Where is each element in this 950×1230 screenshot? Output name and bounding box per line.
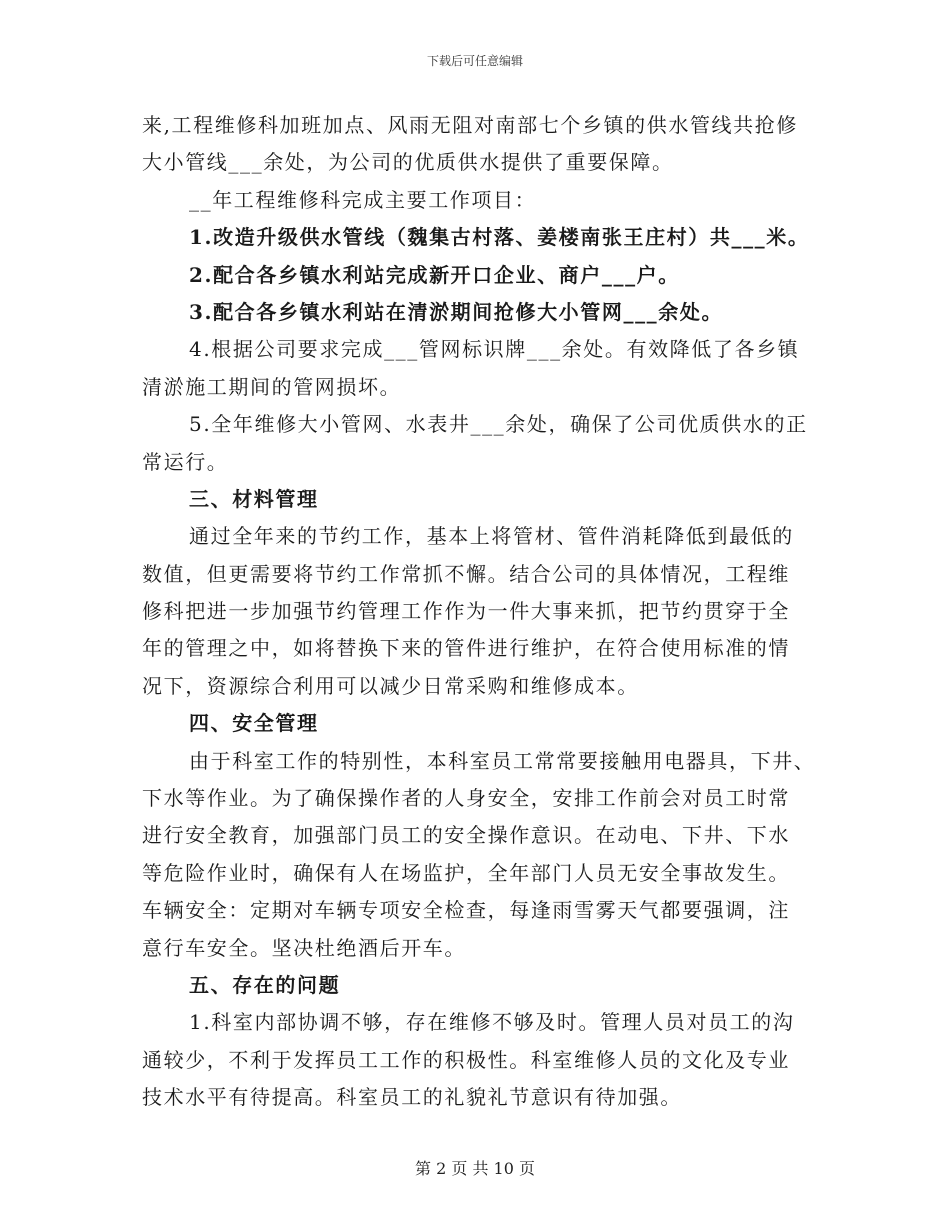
page-footer: 第 2 页 共 10 页 <box>415 1159 535 1178</box>
list-item-5 <box>142 406 808 481</box>
text-line: 4.根据公司要求完成___管网标识牌___余处。有效降低了各乡镇 <box>189 337 800 362</box>
text-line: __年工程维修科完成主要工作项目： <box>189 187 537 212</box>
text-line: 来,工程维修科加班加点、风雨无阻对南部七个乡镇的供水管线共抢修 <box>142 113 798 137</box>
text-line: 2.配合各乡镇水利站完成新开口企业、商户___户。 <box>189 262 680 287</box>
text-line: 进行安全教育，加强部门员工的安全操作意识。在动电、下井、下水 <box>142 823 790 848</box>
text-line: 修科把进一步加强节约管理工作作为一件大事来抓，把节约贯穿于全 <box>142 599 790 624</box>
text-line: 年的管理之中，如将替换下来的管件进行维护，在符合使用标准的情 <box>142 636 790 661</box>
list-item-3 <box>142 294 808 331</box>
text-line: 大小管线___余处，为公司的优质供水提供了重要保障。 <box>142 150 674 175</box>
heading-text: 五、存在的问题 <box>189 972 341 997</box>
paragraph-list-title <box>142 182 808 219</box>
section-heading-safety <box>142 705 808 742</box>
paragraph-problem-1 <box>142 1004 808 1116</box>
list-item-1 <box>142 219 808 256</box>
text-line: 况下，资源综合利用可以减少日常采购和维修成本。 <box>142 673 639 698</box>
list-item-2 <box>142 257 808 294</box>
text-line: 车辆安全：定期对车辆专项安全检查，每逢雨雪雾天气都要强调，注 <box>142 898 790 923</box>
text-line: 由于科室工作的特别性，本科室员工常常要接触用电器具，下井、 <box>189 748 816 773</box>
text-line: 5.全年维修大小管网、水表井___余处，确保了公司优质供水的正 <box>189 412 808 437</box>
paragraph-vehicle-safety <box>142 892 808 967</box>
text-line: 常运行。 <box>142 449 229 474</box>
text-line: 下水等作业。为了确保操作者的人身安全，安排工作前会对员工时常 <box>142 786 790 811</box>
text-line: 清淤施工期间的管网损坏。 <box>142 374 402 399</box>
heading-text: 四、安全管理 <box>189 711 319 736</box>
text-line: 通较少，不利于发挥员工工作的积极性。科室维修人员的文化及专业 <box>142 1047 790 1072</box>
text-line: 1.科室内部协调不够，存在维修不够及时。管理人员对员工的沟 <box>189 1010 795 1035</box>
text-line: 技术水平有待提高。科室员工的礼貌礼节意识有待加强。 <box>142 1085 682 1110</box>
paragraph-intro <box>142 107 808 182</box>
list-item-4 <box>142 331 808 406</box>
paragraph-safety <box>142 743 816 893</box>
paragraph-materials <box>142 518 808 705</box>
heading-text: 三、材料管理 <box>189 486 319 511</box>
section-heading-materials <box>142 481 808 518</box>
text-line: 通过全年来的节约工作，基本上将管材、管件消耗降低到最低的 <box>189 524 794 549</box>
text-line: 数值，但更需要将节约工作常抓不懈。结合公司的具体情况，工程维 <box>142 561 790 586</box>
text-line: 意行车安全。坚决杜绝酒后开车。 <box>142 935 466 960</box>
text-line: 3.配合各乡镇水利站在清淤期间抢修大小管网___余处。 <box>189 299 724 324</box>
document-body <box>142 107 816 1117</box>
section-heading-problems <box>142 967 808 1004</box>
page-header: 下载后可任意编辑 <box>426 54 523 68</box>
text-line: 1.改造升级供水管线（魏集古村落、姜楼南张王庄村）共___米。 <box>189 225 810 250</box>
text-line: 等危险作业时，确保有人在场监护，全年部门人员无安全事故发生。 <box>142 860 790 885</box>
